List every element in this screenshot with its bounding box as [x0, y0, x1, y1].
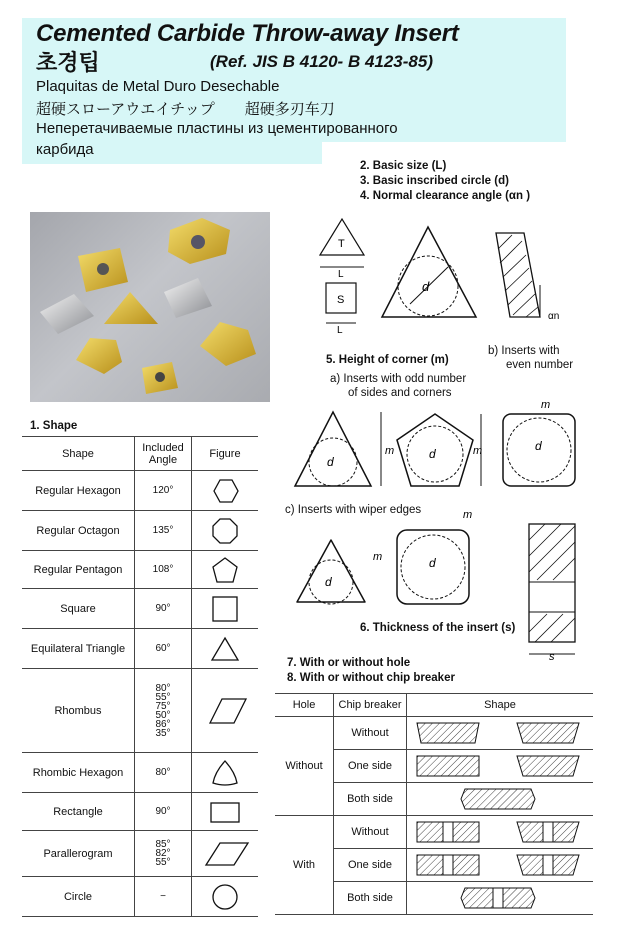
label-m: m	[385, 445, 395, 457]
wiper-triangle	[297, 540, 365, 602]
label-T: T	[338, 238, 345, 250]
spanish-title: Plaquitas de Metal Duro Desechable	[36, 78, 280, 95]
chip-breaker-value: Without	[334, 717, 407, 750]
hexagon-icon	[192, 476, 258, 506]
chip-breaker-value: Without	[334, 816, 407, 849]
shape-angle: 120°	[135, 471, 192, 511]
chip-breaker-value: Both side	[334, 783, 407, 816]
label-L2: L	[337, 325, 343, 336]
inserts-photo	[30, 212, 270, 402]
insert-hole-plain-figure	[407, 819, 587, 845]
shape-angle: 108°	[135, 551, 192, 589]
table-row	[22, 511, 258, 551]
insert-both-side-figure	[407, 786, 587, 812]
gold-pentagon-insert	[76, 338, 122, 374]
note-inscribed-circle: 3. Basic inscribed circle (d)	[360, 175, 509, 187]
insert-hole	[155, 372, 165, 382]
table-row	[22, 831, 258, 877]
table-row	[22, 793, 258, 831]
insert-hole-both-side-figure	[407, 885, 587, 911]
corner-height-diagrams	[285, 400, 605, 500]
thickness-section	[529, 524, 575, 642]
trigon-icon	[192, 758, 258, 788]
label-m: m	[541, 399, 551, 411]
header-chip-breaker: Chip breaker	[334, 694, 407, 717]
table-header-row	[275, 694, 593, 717]
label-m: m	[463, 509, 473, 521]
shape-angle: −	[135, 877, 192, 917]
label-s: s	[549, 651, 555, 663]
chip-breaker-value: One side	[334, 849, 407, 882]
shape-angle: 90°	[135, 589, 192, 629]
reference-standard: (Ref. JIS B 4120- B 4123-85)	[210, 52, 433, 71]
chip-breaker-value: One side	[334, 750, 407, 783]
note-chip-breaker: 8. With or without chip breaker	[287, 672, 455, 684]
shape-name: Parallerogram	[22, 831, 135, 877]
chip-breaker-value: Both side	[334, 882, 407, 915]
insert-hole	[97, 263, 109, 275]
shape-angle: 80°	[135, 753, 192, 793]
table-row	[275, 816, 593, 849]
shape-angle: 135°	[135, 511, 192, 551]
circle-icon	[192, 882, 258, 912]
label-d: d	[325, 575, 332, 589]
label-d: d	[327, 455, 334, 469]
header-angle: Included Angle	[135, 437, 192, 471]
shape-angle: 85° 82° 55°	[135, 831, 192, 877]
table-row	[22, 753, 258, 793]
triangle-icon	[192, 634, 258, 664]
label-d: d	[535, 439, 542, 453]
table-row	[275, 717, 593, 750]
label-m: m	[473, 445, 483, 457]
table-row	[22, 877, 258, 917]
note-odd-line2: of sides and corners	[348, 387, 452, 399]
shape-name: Regular Octagon	[22, 511, 135, 551]
header-shape: Shape	[407, 694, 594, 717]
inserts-photo-illustration	[30, 212, 270, 402]
insert-hole-one-side-figure	[407, 852, 587, 878]
russian-title-line1: Неперетачиваемые пластины из цементированного	[36, 120, 398, 137]
triangle-with-circle	[382, 227, 476, 317]
hole-without: Without	[275, 717, 334, 816]
gold-round-insert	[200, 322, 256, 366]
octagon-icon	[192, 516, 258, 546]
table-row	[22, 589, 258, 629]
japanese-chinese-title: 超硬スローアウエイチップ 超硬多刃车刀	[36, 101, 335, 118]
table-row	[22, 551, 258, 589]
note-clearance-angle: 4. Normal clearance angle (αn )	[360, 190, 531, 202]
page-title: Cemented Carbide Throw-away Insert	[36, 20, 459, 47]
hole-with: With	[275, 816, 334, 915]
shape-name: Rhombic Hexagon	[22, 753, 135, 793]
silver-square-insert	[164, 278, 212, 318]
table-row	[22, 471, 258, 511]
label-d: d	[429, 556, 436, 570]
rhombus-icon	[192, 696, 258, 726]
note-even-line2: even number	[506, 359, 574, 371]
label-d: d	[429, 447, 436, 461]
note-odd-line1: a) Inserts with odd number	[330, 373, 467, 385]
pentagon-icon	[192, 555, 258, 585]
header-figure: Figure	[192, 437, 259, 471]
insert-one-side-figure	[407, 753, 587, 779]
insert-plain-figure	[407, 720, 587, 746]
shape-name: Regular Hexagon	[22, 471, 135, 511]
label-L: L	[338, 269, 344, 280]
shape-angle: 60°	[135, 629, 192, 669]
shape-name: Rectangle	[22, 793, 135, 831]
shape-angle: 80° 55° 75° 50° 86° 35°	[135, 669, 192, 753]
section-view	[496, 233, 540, 317]
silver-insert	[40, 294, 94, 334]
note-thickness: 6. Thickness of the insert (s)	[360, 622, 516, 634]
korean-title: 초경팁	[36, 50, 100, 75]
header-hole: Hole	[275, 694, 334, 717]
label-d: d	[422, 279, 430, 294]
size-diagrams	[310, 205, 600, 355]
header-shape: Shape	[22, 437, 135, 471]
insert-hole	[191, 235, 205, 249]
shape-section-title: 1. Shape	[30, 420, 78, 432]
note-wiper: c) Inserts with wiper edges	[285, 504, 422, 516]
shape-angle: 90°	[135, 793, 192, 831]
note-basic-size: 2. Basic size (L)	[360, 160, 447, 172]
label-an: αn	[548, 311, 560, 322]
chip-breaker-table	[275, 693, 593, 915]
shape-name: Equilateral Triangle	[22, 629, 135, 669]
gold-triangle-insert	[104, 292, 158, 324]
shape-name: Square	[22, 589, 135, 629]
odd-triangle	[295, 412, 371, 486]
rectangle-icon	[192, 797, 258, 827]
note-even-line1: b) Inserts with	[488, 345, 560, 357]
label-m: m	[373, 551, 383, 563]
table-header-row	[22, 437, 258, 471]
note-hole: 7. With or without hole	[287, 657, 411, 669]
table-row	[22, 669, 258, 753]
russian-title-line2: карбида	[36, 141, 94, 158]
label-S: S	[337, 294, 345, 306]
shape-name: Circle	[22, 877, 135, 917]
shape-table	[22, 436, 258, 917]
shape-name: Regular Pentagon	[22, 551, 135, 589]
square-icon	[192, 594, 258, 624]
parallelogram-icon	[192, 839, 258, 869]
shape-name: Rhombus	[22, 669, 135, 753]
table-row	[22, 629, 258, 669]
note-height-of-corner: 5. Height of corner (m)	[326, 354, 449, 366]
